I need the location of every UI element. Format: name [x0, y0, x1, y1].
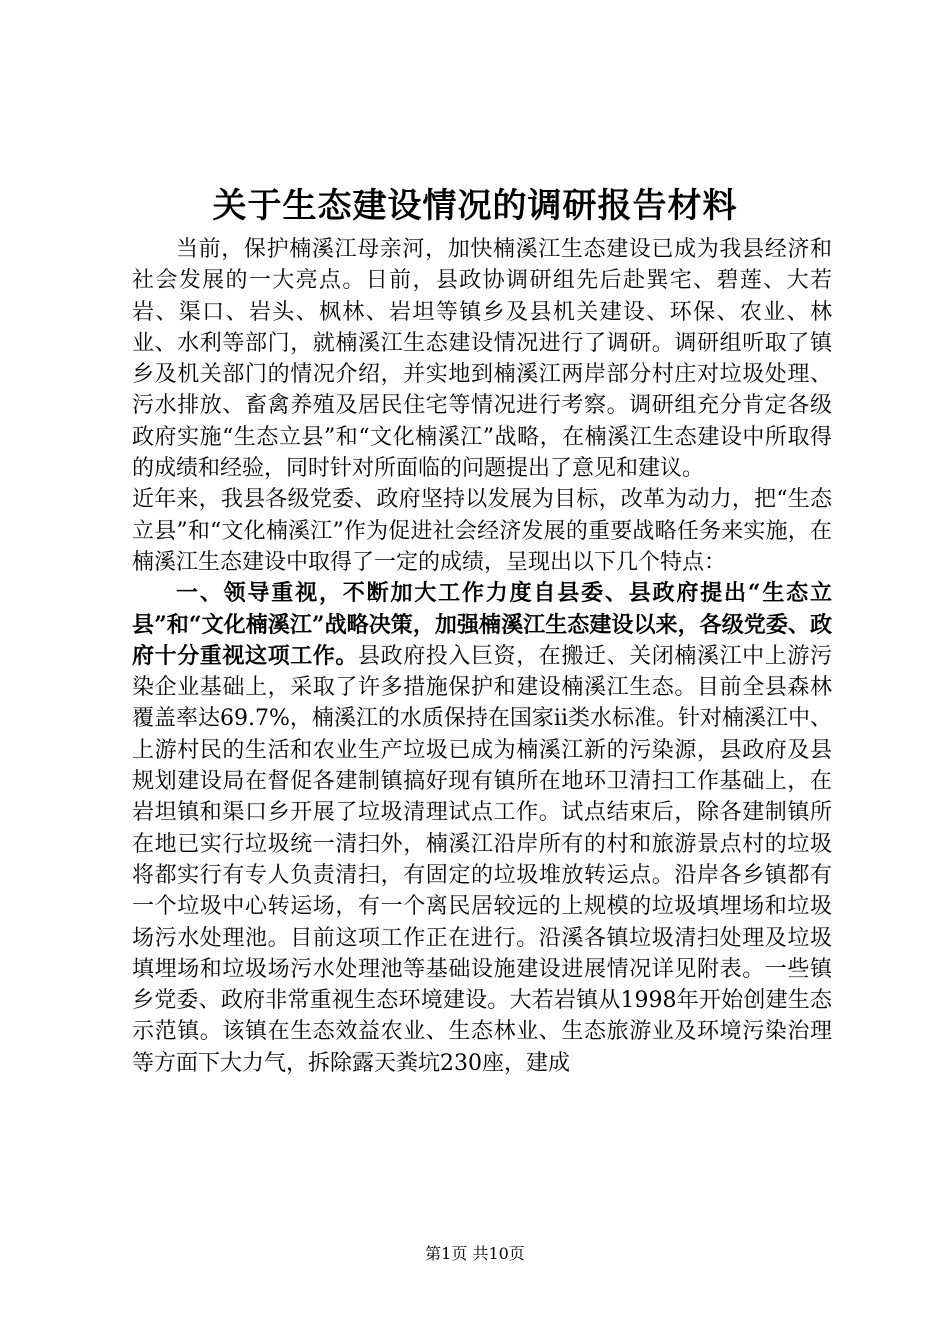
- section-1-heading: 一、领导重视，不断加大工作力度自县委、县政府提出“生态立县”和“文化楠溪江”战略决策，加强楠溪江生态建设以来，各级党委、政府十分重视这项工作。: [132, 580, 832, 669]
- paragraph-intro: 当前，保护楠溪江母亲河，加快楠溪江生态建设已成为我县经济和社会发展的一大亮点。日前，县政协调研组先后赴巽宅、碧莲、大若岩、渠口、岩头、枫林、岩坦等镇乡及县机关建设、环保、农业、林业、水利等部门，就楠溪江生态建设情况进行了调研。调研组听取了镇乡及机关部门的情况介绍，并实地到楠溪江两岸部分村庄对垃圾处理、污水排放、畜禽养殖及居民住宅等情况进行考察。调研组充分肯定各级政府实施“生态立县”和“文化楠溪江”战略，在楠溪江生态建设中所取得的成绩和经验，同时针对所面临的问题提出了意见和建议。: [132, 237, 832, 482]
- page-footer: 第1页 共10页: [425, 1244, 525, 1263]
- paragraph-section-1: [132, 578, 832, 1079]
- document-body: [132, 234, 832, 1079]
- paragraph-overview: 近年来，我县各级党委、政府坚持以发展为目标，改革为动力，把“生态立县”和“文化楠溪江”作为促进社会经济发展的重要战略任务来实施，在楠溪江生态建设中取得了一定的成绩，呈现出以下几个特点：: [132, 487, 832, 575]
- section-1-text: 县政府投入巨资，在搬迁、关闭楠溪江中上游污染企业基础上，采取了许多措施保护和建设楠溪江生态。目前全县森林覆盖率达69.7%，楠溪江的水质保持在国家ii类水标准。针对楠溪江中、上游村民的生活和农业生产垃圾已成为楠溪江新的污染源，县政府及县规划建设局在督促各建制镇搞好现有镇所在地环卫清扫工作基础上，在岩坦镇和渠口乡开展了垃圾清理试点工作。试点结束后，除各建制镇所在地已实行垃圾统一清扫外，楠溪江沿岸所有的村和旅游景点村的垃圾将都实行有专人负责清扫，有固定的垃圾堆放转运点。沿岸各乡镇都有一个垃圾中心转运场，有一个离民居较远的上规模的垃圾填埋场和垃圾场污水处理池。目前这项工作正在进行。沿溪各镇垃圾清扫处理及垃圾填埋场和垃圾场污水处理池等基础设施建设进展情况详见附表。一些镇乡党委、政府非常重视生态环境建设。大若岩镇从1998年开始创建生态示范镇。该镇在生态效益农业、生态林业、生态旅游业及环境污染治理等方面下大力气，拆除露天粪坑230座，建成: [132, 643, 832, 1076]
- document-title: 关于生态建设情况的调研报告材料: [212, 186, 738, 226]
